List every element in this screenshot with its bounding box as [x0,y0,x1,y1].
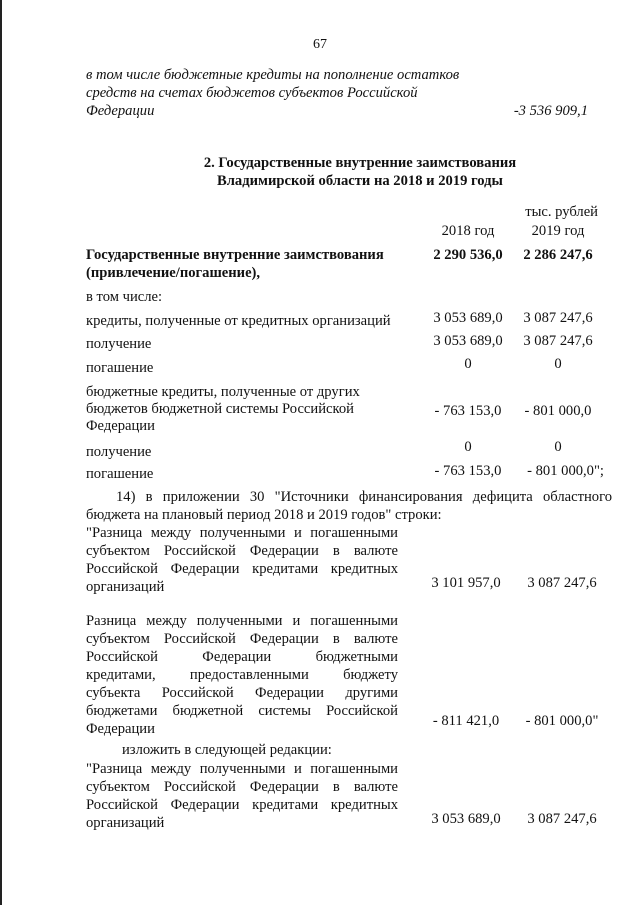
new-row1-line1: "Разница между полученными и погашенными [86,761,398,777]
row-receipt-1-label: получение [86,336,152,352]
col-header-2019: 2019 год [531,223,585,239]
paragraph-14-line2: бюджета на плановый период 2018 и 2019 годов" строки: [86,507,442,523]
old-row2-line3: Российской Федерации бюджетными [86,649,398,665]
row-bank-credits-2019: 3 087 247,6 [523,310,593,326]
section-heading-line2: Владимирской области на 2018 и 2019 годы [217,173,503,189]
col-header-2018: 2018 год [441,223,495,239]
row-bank-credits-2018: 3 053 689,0 [433,310,503,326]
row-budget-credits-2018: - 763 153,0 [434,403,502,419]
row-total-2018: 2 290 536,0 [433,247,503,263]
row-budget-credits-label-3: Федерации [86,418,155,434]
new-row1-2019: 3 087 247,6 [527,811,597,827]
old-row2-2019: - 801 000,0" [525,713,599,729]
unit-label: тыс. рублей [525,204,598,220]
old-row1-line4: организаций [86,579,165,595]
row-total-label-2: (привлечение/погашение), [86,265,261,281]
new-row1-line3: Российской Федерации кредитами кредитных [86,797,398,813]
top-line-2: средств на счетах бюджетов субъектов Российской [86,85,418,101]
row-including-label: в том числе: [86,289,163,305]
row-receipt-2-2018: 0 [464,439,472,455]
old-row1-line3: Российской Федерации кредитами кредитных [86,561,398,577]
old-row2-line7: Федерации [86,721,155,737]
old-row2-line5: субъекта Российской Федерации другими [86,685,398,701]
old-row2-2018: - 811 421,0 [432,713,500,729]
new-row1-line2: субъектом Российской Федерации в валюте [86,779,398,795]
row-repayment-2-label: погашение [86,466,154,482]
row-total-2019: 2 286 247,6 [523,247,593,263]
row-repayment-1-2018: 0 [464,356,472,372]
paragraph-14-line1: 14) в приложении 30 "Источники финансирования дефицита областного [116,489,612,505]
row-repayment-2-2018: - 763 153,0 [434,463,502,479]
row-repayment-2-2019: - 801 000,0"; [527,463,604,479]
old-row1-2018: 3 101 957,0 [431,575,501,591]
old-row2-line2: субъектом Российской Федерации в валюте [86,631,398,647]
row-receipt-1-2018: 3 053 689,0 [433,333,503,349]
page-edge-line [0,0,2,905]
row-receipt-2-label: получение [86,444,152,460]
section-heading-line1: 2. Государственные внутренние заимствования [203,155,517,171]
old-row1-2019: 3 087 247,6 [527,575,597,591]
row-total-label-1: Государственные внутренние заимствования [86,247,384,263]
old-row2-line4: кредитами, предоставленными бюджету [86,667,398,683]
row-repayment-1-label: погашение [86,360,154,376]
new-row1-2018: 3 053 689,0 [431,811,501,827]
old-row1-line1: "Разница между полученными и погашенными [86,525,398,541]
top-line-1: в том числе бюджетные кредиты на пополнение остатков [86,67,460,83]
new-row1-line4: организаций [86,815,165,831]
row-bank-credits-label: кредиты, полученные от кредитных организаций [86,313,391,329]
row-receipt-2-2019: 0 [554,439,562,455]
row-receipt-1-2019: 3 087 247,6 [523,333,593,349]
old-row2-line1: Разница между полученными и погашенными [86,613,398,629]
row-budget-credits-label-2: бюджетов бюджетной системы Российской [86,401,354,417]
top-line-3: Федерации [86,103,155,119]
row-budget-credits-2019: - 801 000,0 [524,403,592,419]
top-value: -3 536 909,1 [513,103,588,119]
old-row1-line2: субъектом Российской Федерации в валюте [86,543,398,559]
old-row2-line6: бюджетами бюджетной системы Российской [86,703,398,719]
replace-intro: изложить в следующей редакции: [122,742,332,758]
page-number: 67 [313,37,327,52]
row-repayment-1-2019: 0 [554,356,562,372]
row-budget-credits-label-1: бюджетные кредиты, полученные от других [86,384,360,400]
